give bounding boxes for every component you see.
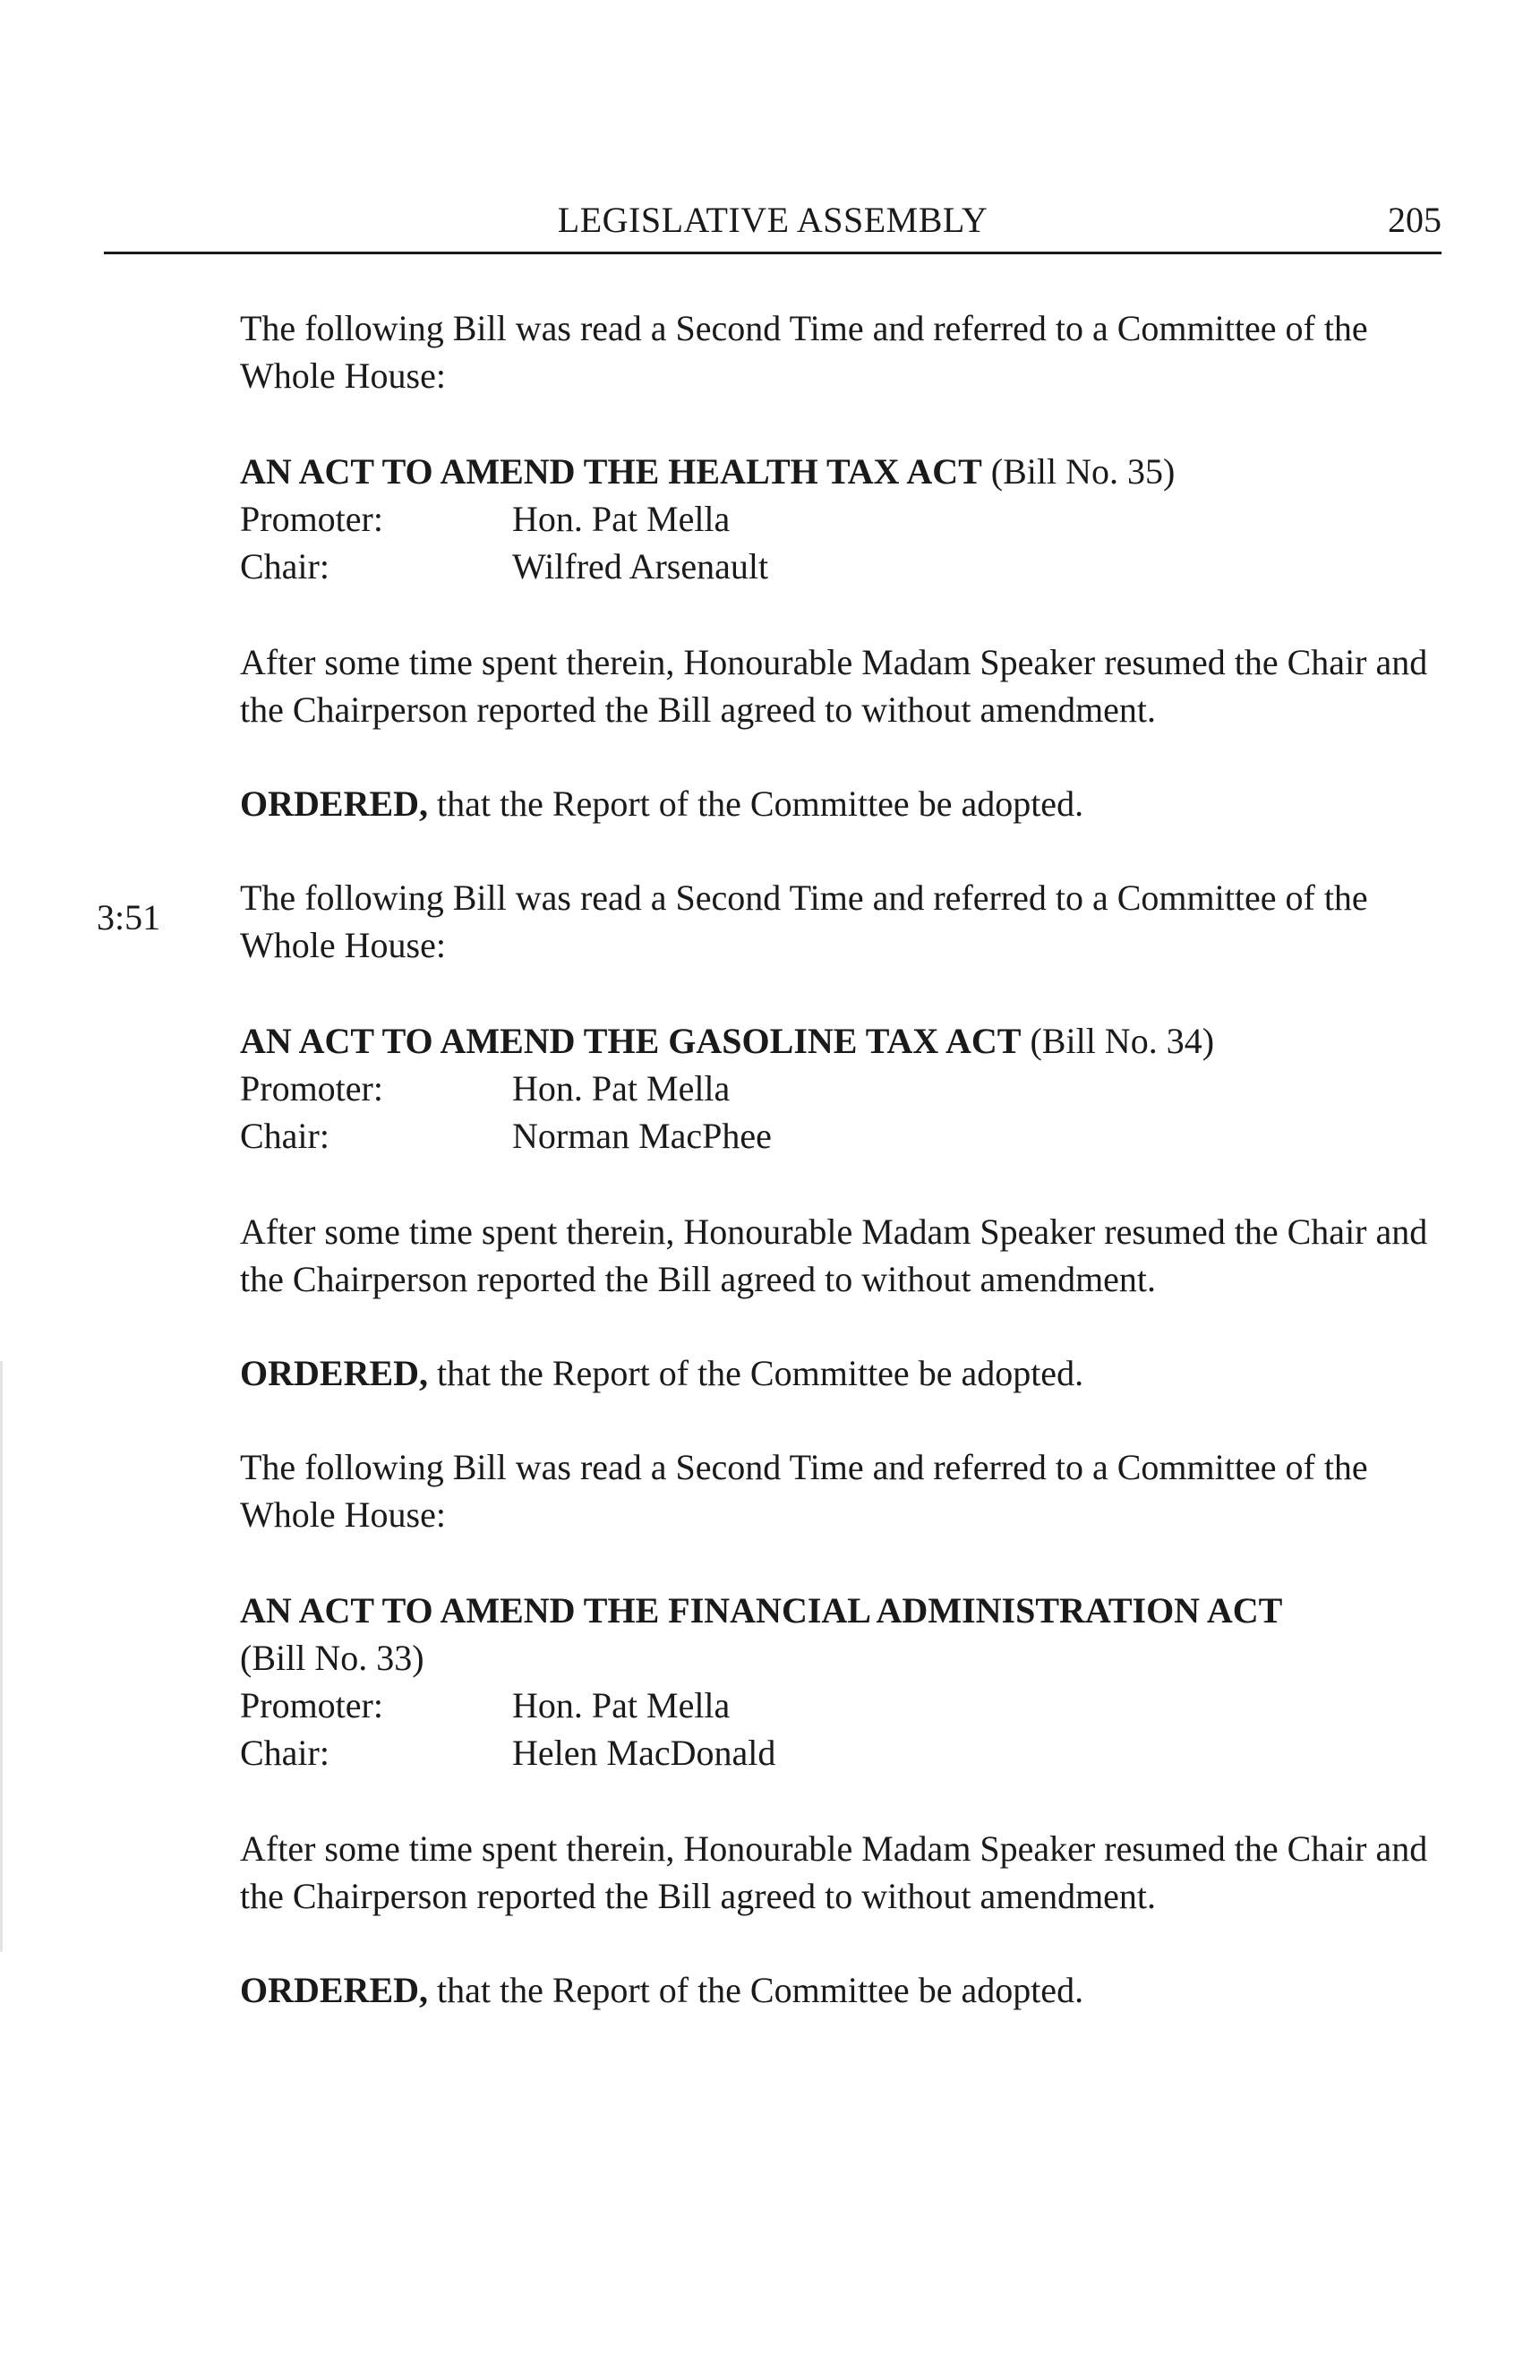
- bill-entry: [240, 874, 1449, 1397]
- chair-row: [240, 1729, 1449, 1776]
- promoter-label: Promoter:: [240, 499, 383, 539]
- entry-result: After some time spent therein, Honourable Madam Speaker resumed the Chair and the Chairperson reported the Bill agreed to without amendment.: [240, 1828, 1428, 1916]
- ordered-line: [240, 1349, 1449, 1397]
- chair-row: [240, 1112, 1449, 1160]
- promoter-label: Promoter:: [240, 1685, 383, 1725]
- ordered-label: ORDERED,: [240, 1970, 429, 2010]
- bill-act-name: AN ACT TO AMEND THE HEALTH TAX ACT: [240, 451, 982, 492]
- ordered-label: ORDERED,: [240, 1353, 429, 1393]
- bill-entry: [240, 1443, 1449, 2014]
- ordered-text: that the Report of the Committee be adopted.: [437, 1970, 1084, 2010]
- chair-name: Wilfred Arsenault: [512, 546, 769, 586]
- margin-time-note: 3:51: [97, 897, 161, 937]
- ordered-label: ORDERED,: [240, 783, 429, 824]
- running-header: [104, 199, 1442, 254]
- scan-edge-shadow: [0, 1361, 3, 1952]
- chair-label: Chair:: [240, 546, 329, 586]
- page-number: 205: [1388, 200, 1442, 240]
- entry-intro: The following Bill was read a Second Time and referred to a Committee of the Whole House:: [240, 308, 1368, 396]
- promoter-name: Hon. Pat Mella: [512, 1068, 731, 1109]
- promoter-name: Hon. Pat Mella: [512, 499, 731, 539]
- chair-label: Chair:: [240, 1733, 329, 1773]
- chair-name: Norman MacPhee: [512, 1116, 772, 1156]
- entry-intro: The following Bill was read a Second Time and referred to a Committee of the Whole House:: [240, 878, 1368, 965]
- ordered-text: that the Report of the Committee be adopted.: [437, 1353, 1084, 1393]
- promoter-row: [240, 1065, 1449, 1112]
- entry-intro: The following Bill was read a Second Time and referred to a Committee of the Whole House:: [240, 1447, 1368, 1535]
- bill-act-name: AN ACT TO AMEND THE GASOLINE TAX ACT: [240, 1021, 1022, 1061]
- bill-title: [240, 448, 1449, 495]
- promoter-name: Hon. Pat Mella: [512, 1685, 731, 1725]
- promoter-row: [240, 1682, 1449, 1729]
- bill-number: (Bill No. 34): [1030, 1021, 1215, 1061]
- ordered-line: [240, 780, 1449, 827]
- promoter-row: [240, 495, 1449, 543]
- bill-act-name: AN ACT TO AMEND THE FINANCIAL ADMINISTRATION ACT: [240, 1590, 1283, 1631]
- ordered-line: [240, 1966, 1449, 2014]
- chair-label: Chair:: [240, 1116, 329, 1156]
- bill-number: (Bill No. 35): [990, 451, 1176, 492]
- chair-row: [240, 543, 1449, 590]
- bill-entry: [240, 304, 1449, 827]
- promoter-label: Promoter:: [240, 1068, 383, 1109]
- entry-result: After some time spent therein, Honourable Madam Speaker resumed the Chair and the Chairperson reported the Bill agreed to without amendment.: [240, 642, 1428, 730]
- ordered-text: that the Report of the Committee be adopted.: [437, 783, 1084, 824]
- bill-number: (Bill No. 33): [240, 1638, 424, 1678]
- bill-title: [240, 1587, 1449, 1682]
- journal-body: [240, 304, 1449, 2014]
- chair-name: Helen MacDonald: [512, 1733, 776, 1773]
- entry-result: After some time spent therein, Honourable Madam Speaker resumed the Chair and the Chairperson reported the Bill agreed to without amendment.: [240, 1211, 1428, 1299]
- bill-title: [240, 1017, 1449, 1065]
- running-title: LEGISLATIVE ASSEMBLY: [557, 200, 988, 240]
- header-rule: [104, 252, 1442, 254]
